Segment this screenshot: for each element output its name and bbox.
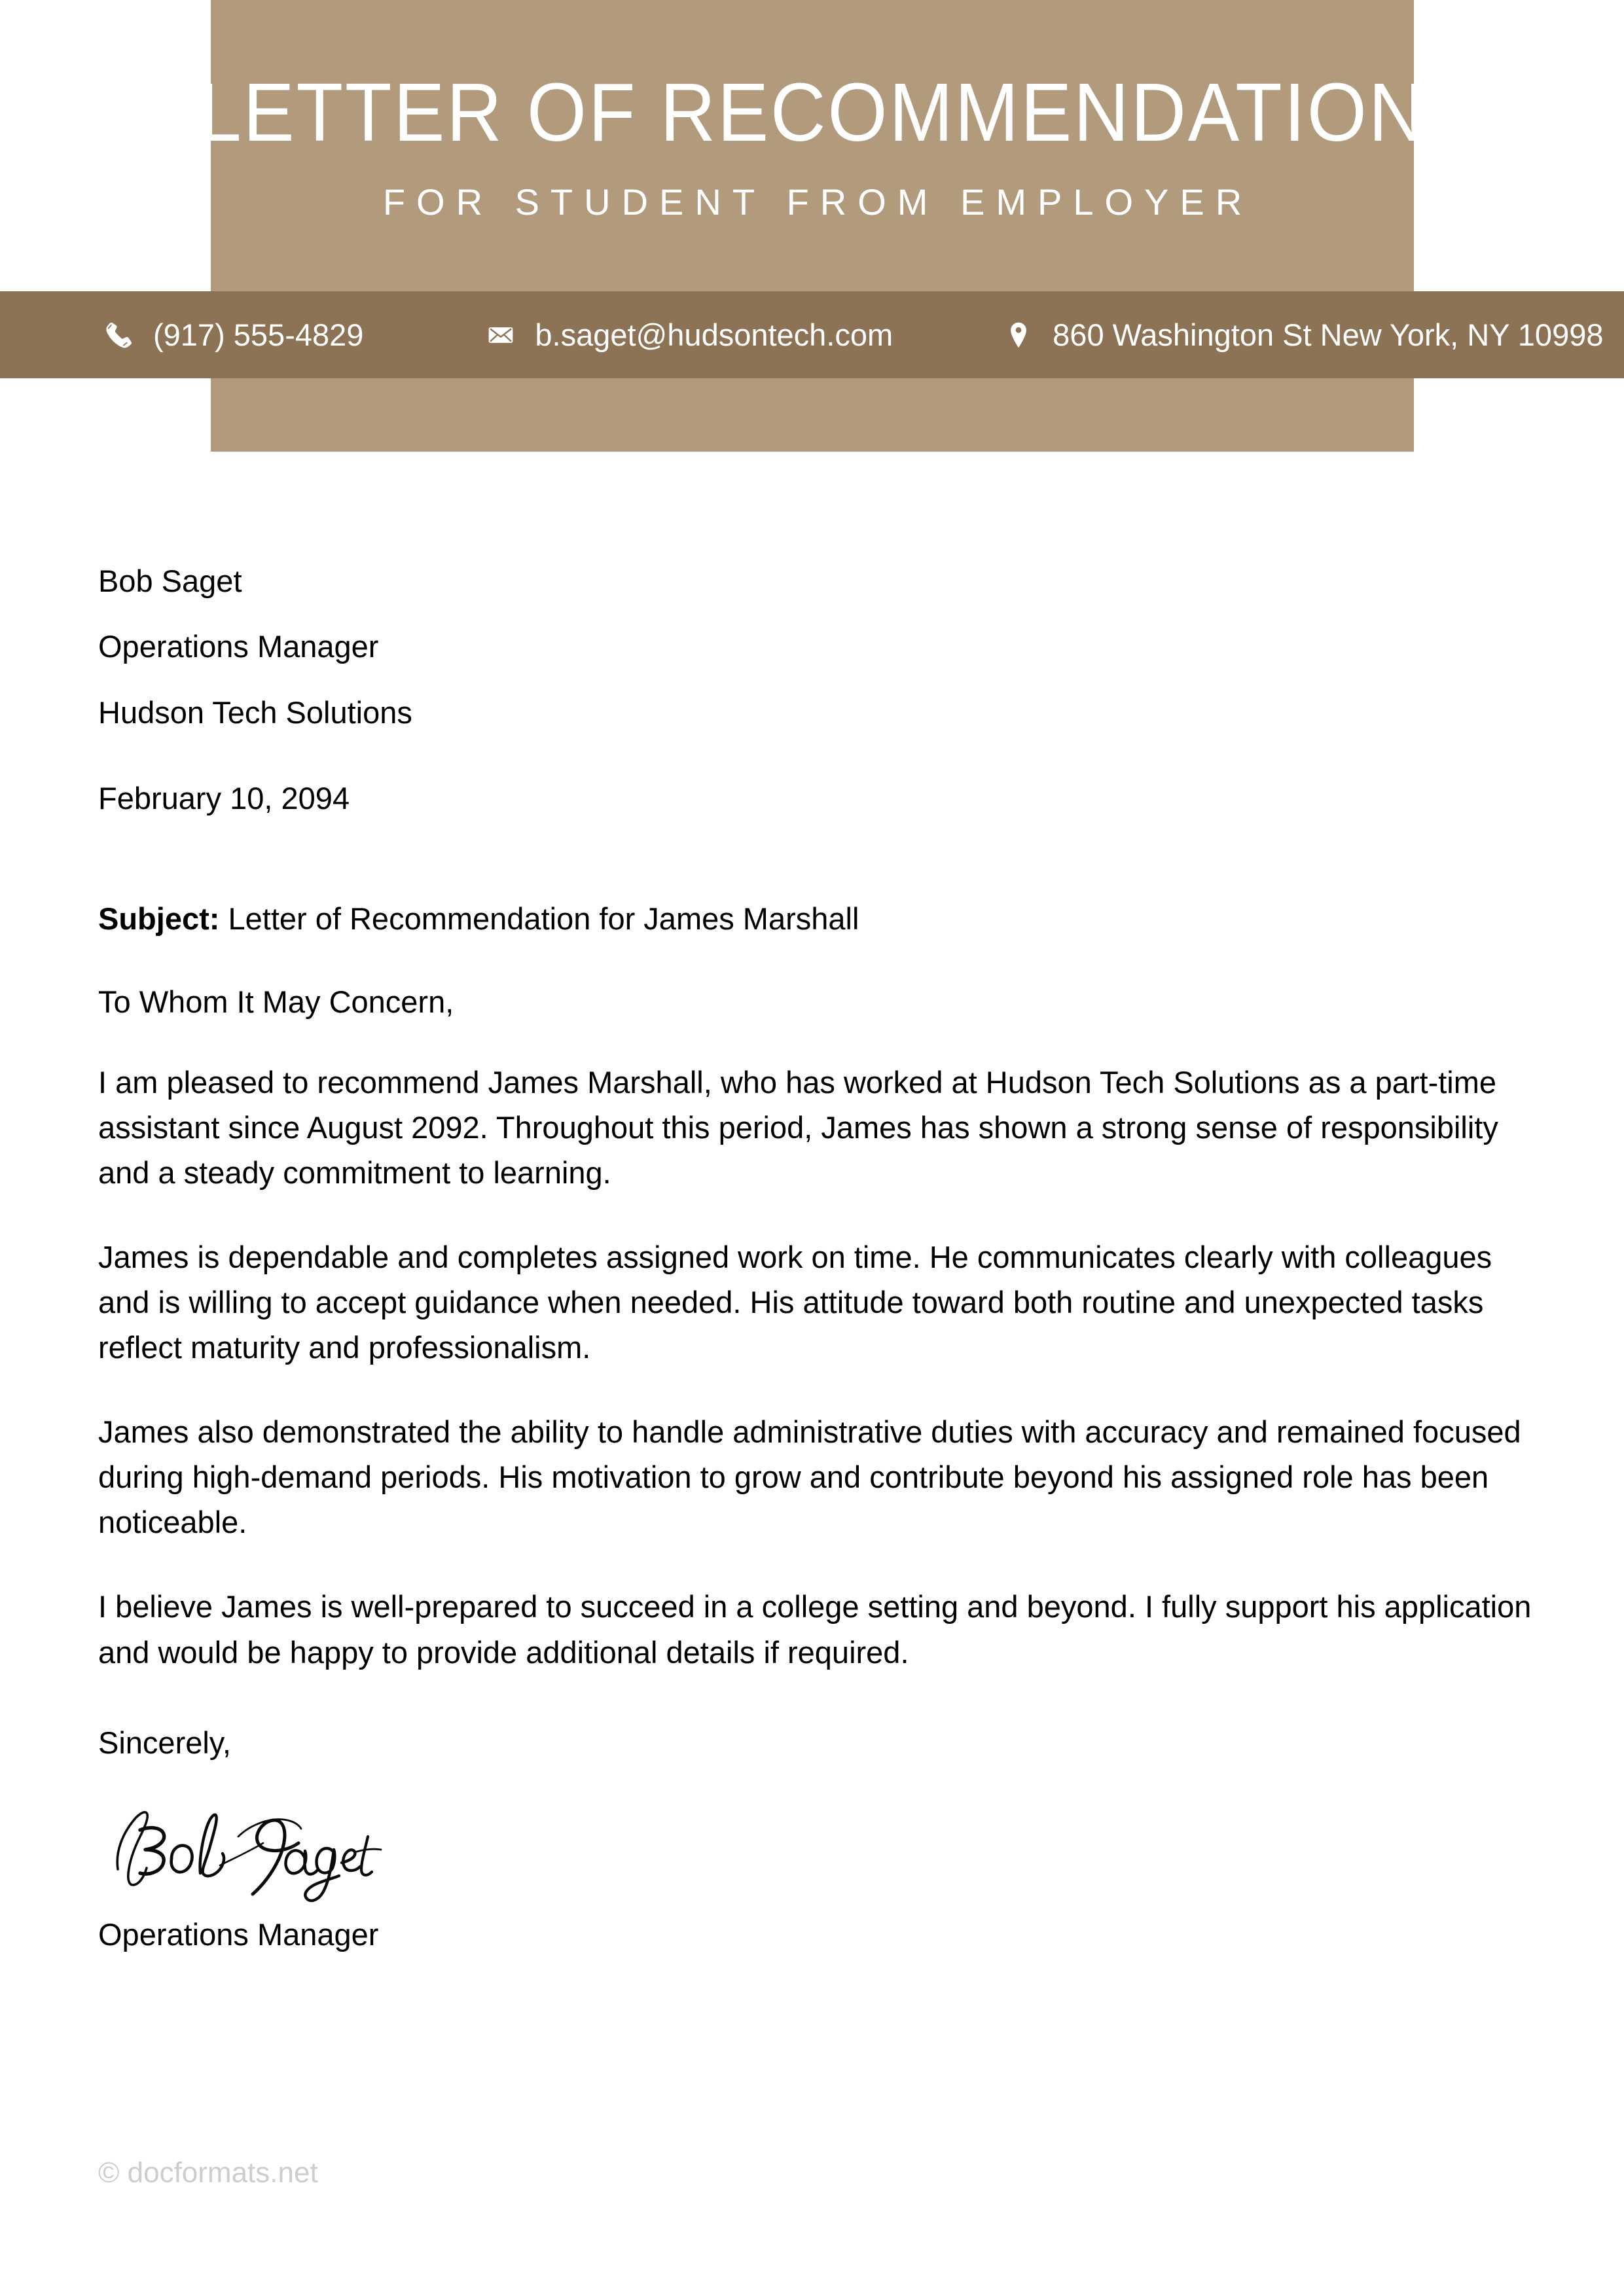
- sender-block: [98, 563, 1532, 730]
- signature-block: [98, 1796, 1532, 1952]
- sender-company: Hudson Tech Solutions: [98, 694, 412, 730]
- page-title: LETTER OF RECOMMENDATION: [198, 66, 1426, 159]
- contact-email[interactable]: [481, 315, 893, 355]
- contact-email-value: b.saget@hudsontech.com: [535, 317, 893, 352]
- contact-phone-value: (917) 555-4829: [153, 317, 364, 352]
- letter-body: [98, 563, 1532, 1952]
- envelope-icon: [481, 315, 520, 355]
- contact-address-value: 860 Washington St New York, NY 10998: [1053, 317, 1604, 352]
- letter-paragraph-4: I believe James is well-prepared to succeed in a college setting and beyond. I fully support his application and would be happy to provide additional details if required.: [98, 1589, 1532, 1670]
- contact-bar: [0, 291, 1624, 378]
- page-subtitle: FOR STUDENT FROM EMPLOYER: [382, 181, 1254, 223]
- footer-watermark: © docformats.net: [98, 2157, 318, 2189]
- header-title-stack: [198, 0, 1426, 291]
- letter-closing: Sincerely,: [98, 1725, 231, 1760]
- letter-date: February 10, 2094: [98, 781, 350, 816]
- letter-paragraph-1: I am pleased to recommend James Marshall, who has worked at Hudson Tech Solutions as a part-time assistant since August 2092. Throughout this period, James has shown a strong sense of responsibility and a steady commitment to learning.: [98, 1064, 1498, 1190]
- subject-label: Subject:: [98, 901, 220, 936]
- sender-name: Bob Saget: [98, 564, 242, 598]
- letter-paragraph-2: James is dependable and completes assigned work on time. He communicates clearly with colleagues and is willing to accept guidance when needed. His attitude toward both routine and unexpected tasks reflect maturity and professionalism.: [98, 1239, 1492, 1365]
- document-header: [0, 0, 1624, 458]
- phone-icon: [99, 315, 139, 355]
- signature-title: Operations Manager: [98, 1917, 379, 1952]
- contact-phone[interactable]: [99, 315, 363, 355]
- letter-subject: [98, 901, 1532, 937]
- contact-address[interactable]: [999, 315, 1603, 355]
- letter-paragraph-3: James also demonstrated the ability to handle administrative duties with accuracy and remained focused during high-demand periods. His motivation to grow and contribute beyond his assigned role has been noticeable.: [98, 1414, 1521, 1540]
- signature-image: [98, 1796, 386, 1907]
- location-pin-icon: [999, 315, 1038, 355]
- subject-text: Letter of Recommendation for James Marshall: [228, 901, 859, 936]
- letter-salutation: To Whom It May Concern,: [98, 984, 454, 1020]
- sender-title: Operations Manager: [98, 629, 379, 664]
